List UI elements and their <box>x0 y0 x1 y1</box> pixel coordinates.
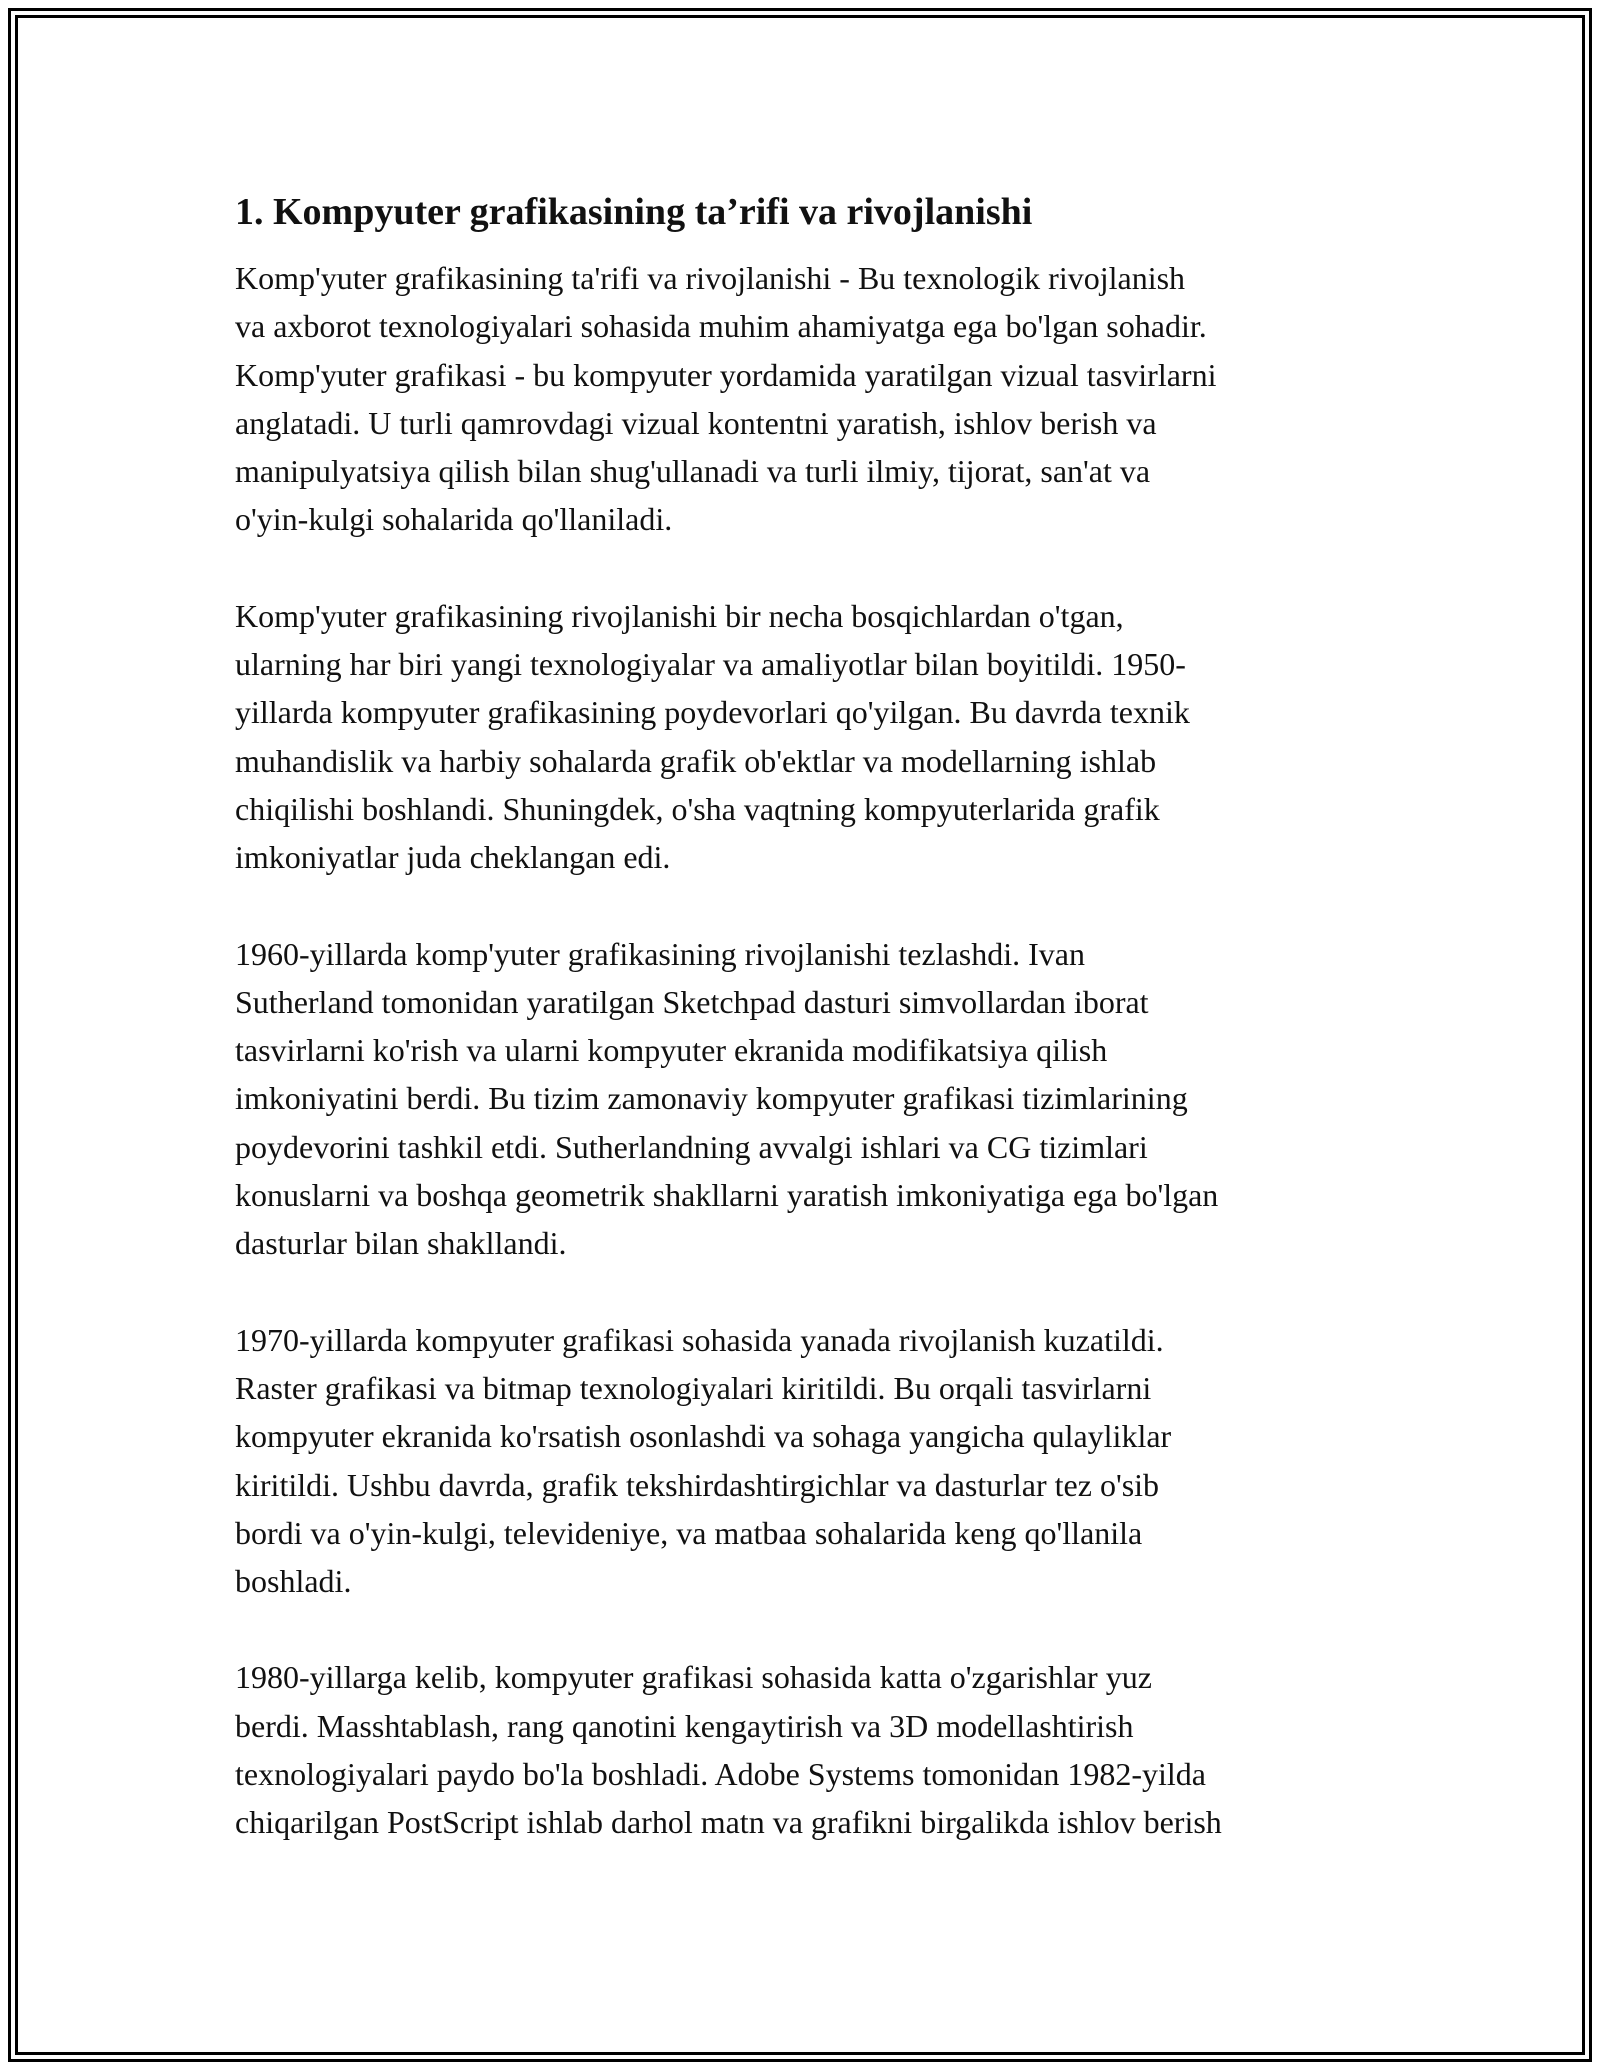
paragraph-line: 1970-yillarda kompyuter grafikasi sohasida yanada rivojlanish kuzatildi. <box>235 1321 1164 1358</box>
paragraph-line: imkoniyatlar juda cheklangan edi. <box>235 839 671 876</box>
paragraph-line: chiqarilgan PostScript ishlab darhol matn va grafikni birgalikda ishlov berish <box>235 1804 1222 1841</box>
document-body <box>235 188 1395 1895</box>
paragraph-line: texnologiyalari paydo bo'la boshladi. Adobe Systems tomonidan 1982-yilda <box>235 1756 1206 1793</box>
paragraph-line: yillarda kompyuter grafikasining poydevorlari qo'yilgan. Bu davrda texnik <box>235 694 1190 731</box>
paragraph-line: va axborot texnologiyalari sohasida muhim ahamiyatga ega bo'lgan sohadir. <box>235 308 1207 345</box>
paragraph-line: 1960-yillarda komp'yuter grafikasining rivojlanishi tezlashdi. Ivan <box>235 935 1085 972</box>
paragraph-line: Komp'yuter grafikasining ta'rifi va rivojlanishi - Bu texnologik rivojlanish <box>235 260 1186 296</box>
paragraph-line: ularning har biri yangi texnologiyalar va amaliyotlar bilan boyitildi. 1950- <box>235 646 1186 683</box>
paragraph <box>235 930 1395 1268</box>
paragraph-line: tasvirlarni ko'rish va ularni kompyuter ekranida modifikatsiya qilish <box>235 1032 1108 1069</box>
paragraph-line: anglatadi. U turli qamrovdagi vizual kontentni yaratish, ishlov berish va <box>235 404 1157 441</box>
paragraph <box>235 1653 1395 1846</box>
paragraph-line: berdi. Masshtablash, rang qanotini kengaytirish va 3D modellashtirish <box>235 1707 1134 1744</box>
paragraph-line: o'yin-kulgi sohalarida qo'llaniladi. <box>235 501 673 538</box>
paragraph-line: Sutherland tomonidan yaratilgan Sketchpad dasturi simvollardan iborat <box>235 983 1149 1020</box>
paragraph <box>235 1316 1395 1606</box>
paragraph-line: dasturlar bilan shakllandi. <box>235 1225 567 1262</box>
paragraph-line: Raster grafikasi va bitmap texnologiyalari kiritildi. Bu orqali tasvirlarni <box>235 1369 1152 1406</box>
paragraph-line: imkoniyatini berdi. Bu tizim zamonaviy kompyuter grafikasi tizimlarining <box>235 1080 1188 1117</box>
paragraph-line: boshladi. <box>235 1563 352 1600</box>
paragraph-line: muhandislik va harbiy sohalarda grafik ob'ektlar va modellarning ishlab <box>235 742 1157 779</box>
paragraph-line: poydevorini tashkil etdi. Sutherlandning avvalgi ishlari va CG tizimlari <box>235 1128 1148 1165</box>
paragraph-line: kompyuter ekranida ko'rsatish osonlashdi va sohaga yangicha qulayliklar <box>235 1418 1172 1455</box>
paragraph-line: bordi va o'yin-kulgi, televideniye, va matbaa sohalarida keng qo'llanila <box>235 1514 1143 1551</box>
paragraph-line: manipulyatsiya qilish bilan shug'ullanadi va turli ilmiy, tijorat, san'at va <box>235 453 1151 490</box>
paragraph-line: Komp'yuter grafikasining rivojlanishi bir necha bosqichlardan o'tgan, <box>235 597 1124 634</box>
paragraph-line: konuslarni va boshqa geometrik shakllarni yaratish imkoniyatiga ega bo'lgan <box>235 1177 1219 1214</box>
paragraph-line: Komp'yuter grafikasi - bu kompyuter yordamida yaratilgan vizual tasvirlarni <box>235 356 1217 393</box>
paragraph-list <box>235 254 1395 1847</box>
paragraph-line: 1980-yillarga kelib, kompyuter grafikasi sohasida katta o'zgarishlar yuz <box>235 1659 1152 1696</box>
paragraph-line: chiqilishi boshlandi. Shuningdek, o'sha vaqtning kompyuterlarida grafik <box>235 790 1160 827</box>
section-heading: 1. Kompyuter grafikasining ta’rifi va rivojlanishi <box>235 191 1033 233</box>
paragraph <box>235 254 1395 544</box>
paragraph <box>235 592 1395 882</box>
paragraph-line: kiritildi. Ushbu davrda, grafik tekshirdashtirgichlar va dasturlar tez o'sib <box>235 1466 1160 1503</box>
